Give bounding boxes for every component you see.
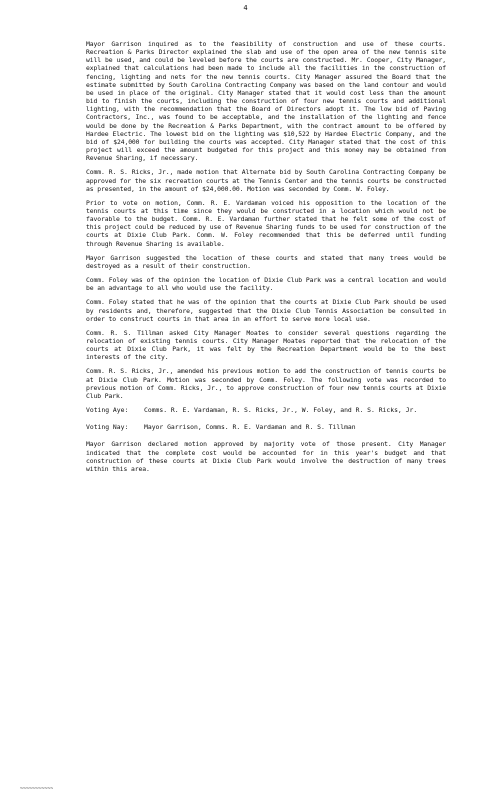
page-number: 4 <box>243 4 248 12</box>
vote-aye <box>86 406 446 414</box>
minutes-body <box>86 40 446 479</box>
footer <box>0 786 491 796</box>
paragraph: Comm. R. S. Ricks, Jr., made motion that Alternate bid by South Carolina Contracting Company be approved for the six recreation courts at the Tennis Center and the tennis courts be constructed as presented, in the amount of $24,000.00. Motion was seconded by Comm. W. Foley. <box>86 168 446 193</box>
vote-names: Mayor Garrison, Comms. R. E. Vardaman and R. S. Tillman <box>144 423 356 432</box>
closing-paragraph: Mayor Garrison declared motion approved by majority vote of those present. City Manager indicated that the complete cost would be accounted for in this year's budget and that construction of these courts at Dixie Club Park would involve the destruction of many trees within this area. <box>86 440 446 473</box>
paragraph: Comm. R. S. Tillman asked City Manager Moates to consider several questions regarding the relocation of existing tennis courts. City Manager Moates reported that the relocation of the courts at Dixie Club Park, it was felt by the Recreation Department would be to the best interests of the city. <box>86 328 446 362</box>
vote-label: Voting Nay: <box>86 423 129 432</box>
vote-nay <box>86 423 446 431</box>
footer-reference: ~~~~~~~~~~~ <box>20 786 54 792</box>
paragraph: Mayor Garrison suggested the location of these courts and stated that many trees would be destroyed as a result of their construction. <box>86 253 446 270</box>
paragraph: Mayor Garrison inquired as to the feasibility of construction and use of these courts. Recreation & Parks Director explained the slab and use of the open area of the new tennis site will be used, and could be leveled before the courts are constructed. Mr. Cooper, City Manager, explained that calculations had been made to include all the facilities in the construction of fencing, lighting and nets for the new tennis courts. City Manager assured the Board that the estimate submitted by South Carolina Contracting Company was based on the land contour and would be used in place of the original. City Manager stated that it would cost less than the amount bid to finish the courts, including the construction of four new tennis courts and additional lighting, with the recommendation that the Board of Directors adopt it. The low bid of Paving Contractors, Inc., was found to be acceptable, and the installation of the lighting and fence would be done by the Recreation & Parks Department, with the contract amount to be offered by Hardee Electric. The lowest bid on the lighting was $10,522 by Hardee Electric Company, and the bid of $24,000 for building the courts was accepted. City Manager stated that the cost of this project will exceed the amount budgeted for this project and this money may be obtained from Revenue Sharing, if necessary. <box>86 40 446 163</box>
paragraph: Prior to vote on motion, Comm. R. E. Vardaman voiced his opposition to the location of the tennis courts at this time since they would be constructed in a location which would not be favorable to the budget. Comm. R. E. Vardaman further stated that he felt some of the cost of this project could be reduced by use of Revenue Sharing funds to be used for construction of the courts at Dixie Club Park. Comm. W. Foley recommended that this be deferred until funding through Revenue Sharing is available. <box>86 198 446 248</box>
paragraph: Comm. Foley was of the opinion the location of Dixie Club Park was a central location and would be an advantage to all who would use the facility. <box>86 276 446 293</box>
paragraph: Comm. R. S. Ricks, Jr., amended his previous motion to add the construction of tennis courts be at Dixie Club Park. Motion was seconded by Comm. Foley. The following vote was recorded to previous motion of Comm. Ricks, Jr., to approve construction of four new tennis courts at Dixie Club Park. <box>86 367 446 400</box>
paragraph: Comm. Foley stated that he was of the opinion that the courts at Dixie Club Park should be used by residents and, therefore, suggested that the Dixie Club Tennis Association be consulted in order to construct courts in that area in an effort to serve more local use. <box>86 298 446 323</box>
vote-names: Comms. R. E. Vardaman, R. S. Ricks, Jr., W. Foley, and R. S. Ricks, Jr. <box>144 406 418 415</box>
vote-label: Voting Aye: <box>86 406 129 415</box>
